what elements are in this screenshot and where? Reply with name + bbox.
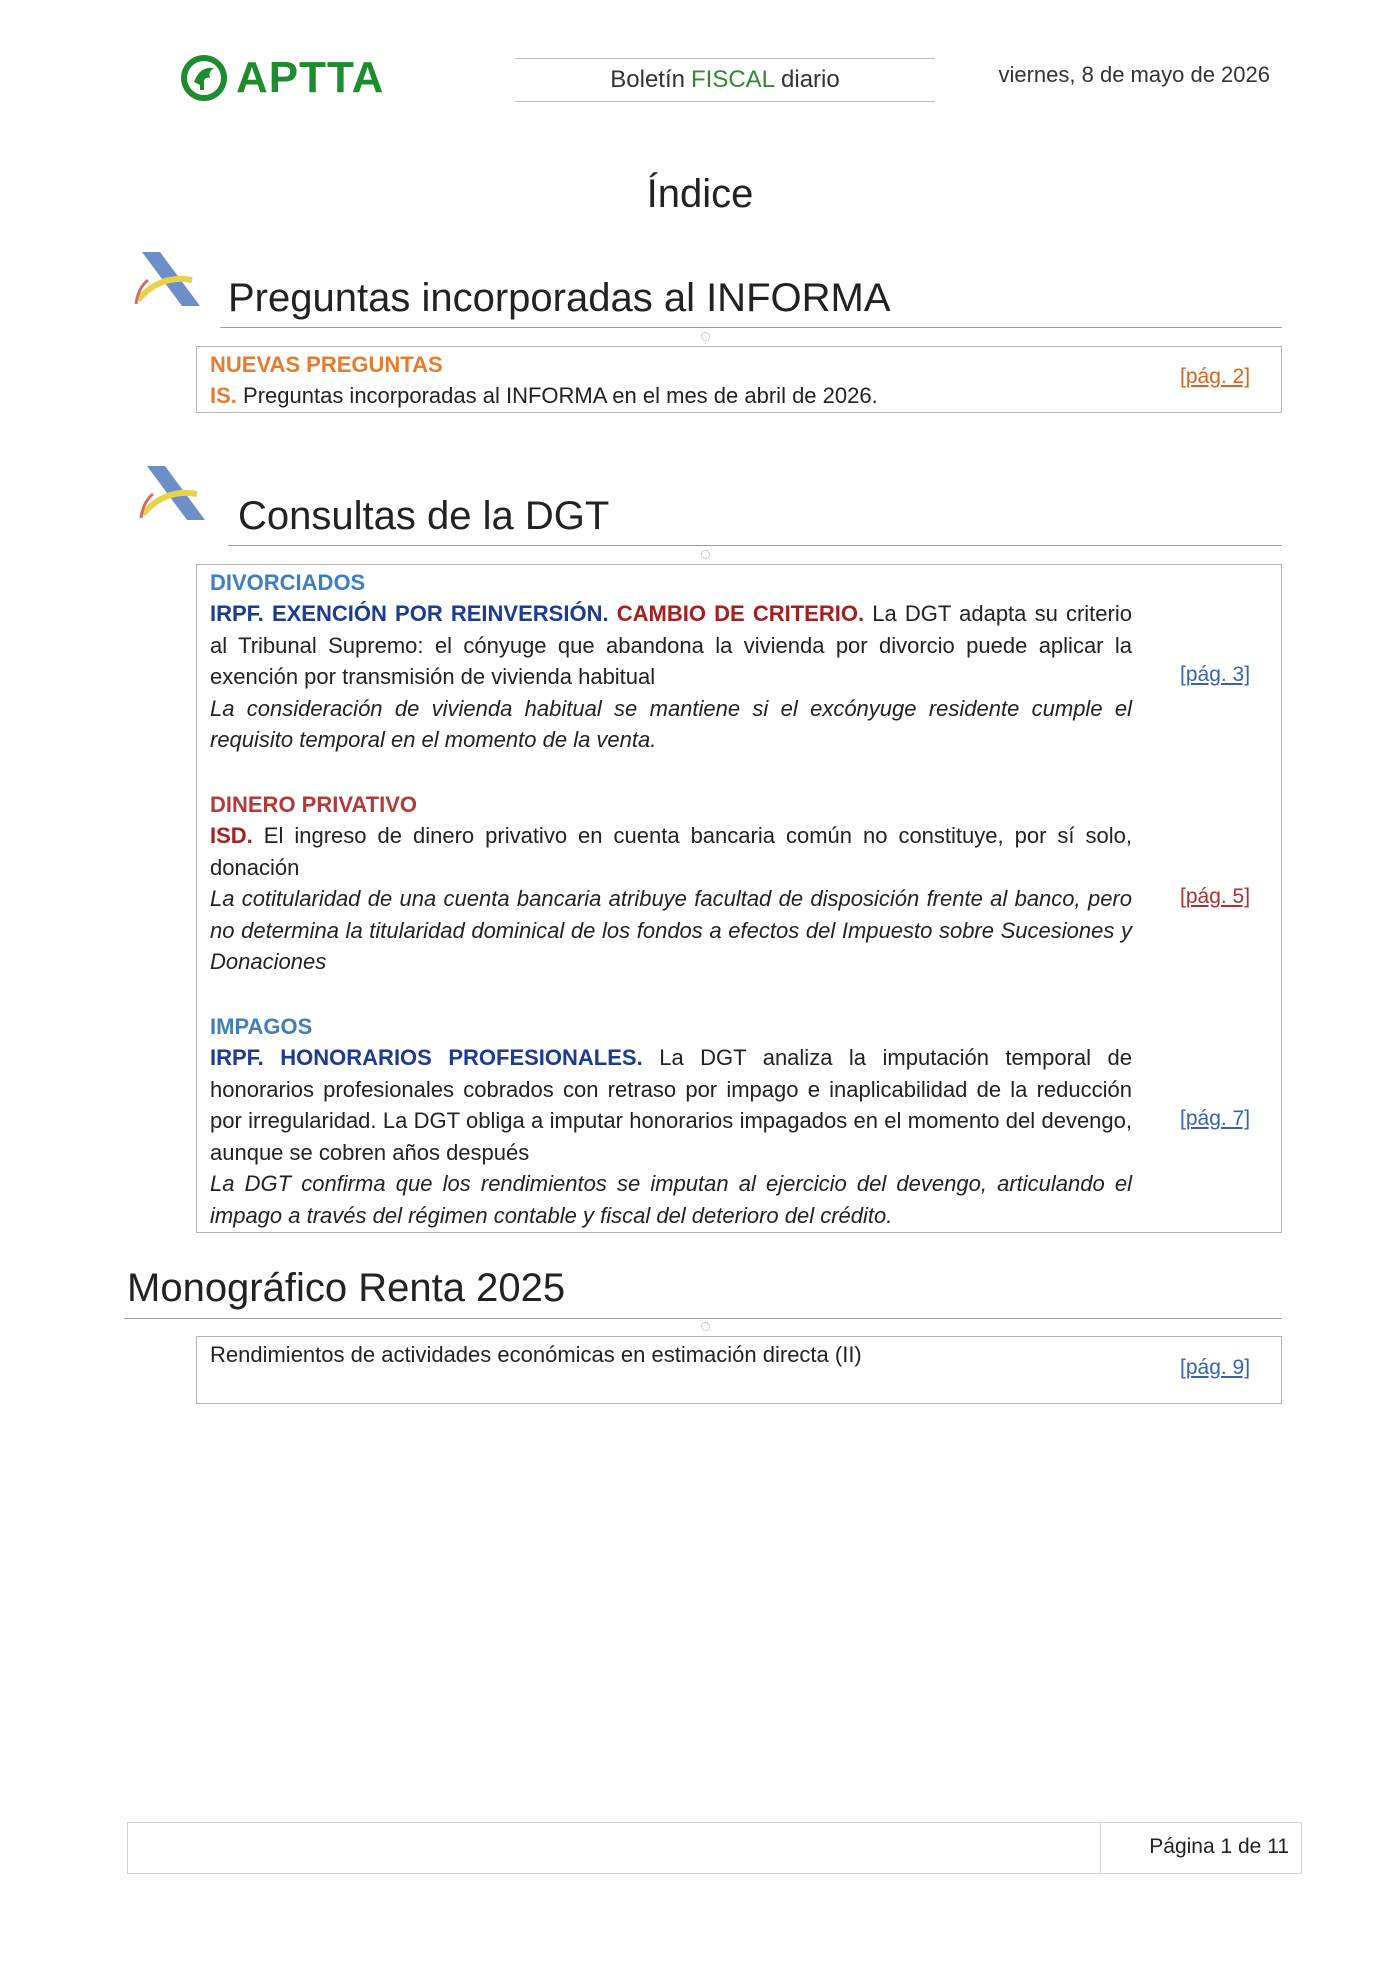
item-summary: La DGT confirma que los rendimientos se imputan al ejercicio del devengo, articulando el impago a través del régimen contable y fiscal del deterioro del crédito. [210, 1171, 1132, 1228]
bulletin-date: viernes, 8 de mayo de 2026 [998, 62, 1270, 87]
criteria-change-label: CAMBIO DE CRITERIO. [616, 601, 865, 626]
item-text: El ingreso de dinero privativo en cuenta bancaria común no constituye, por sí solo, donación [210, 823, 1132, 880]
aeat-logo-icon [130, 248, 210, 323]
section-divider [220, 327, 1282, 328]
item-summary: La consideración de vivienda habitual se mantiene si el excónyuge residente cumple el requisito temporal en el momento de la venta. [210, 695, 1132, 752]
tax-label: IRPF. EXENCIÓN POR REINVERSIÓN. [210, 601, 609, 626]
page-link[interactable]: [pág. 3] [1180, 663, 1251, 686]
bulletin-suffix: diario [781, 66, 840, 93]
tax-label: IS. [210, 383, 237, 408]
page-footer [127, 1822, 1302, 1874]
category-label: IMPAGOS [210, 1014, 313, 1039]
footer-separator [1100, 1823, 1101, 1873]
page-link[interactable]: [pág. 7] [1180, 1107, 1251, 1130]
section-title-informa: Preguntas incorporadas al INFORMA [228, 276, 891, 320]
page-link[interactable]: [pág. 9] [1180, 1356, 1251, 1379]
section-title-renta: Monográfico Renta 2025 [127, 1266, 566, 1310]
dgt-item [210, 1042, 1132, 1231]
anchor-dot [701, 550, 710, 559]
renta-item: Rendimientos de actividades económicas en estimación directa (II) [210, 1342, 862, 1367]
category-label: NUEVAS PREGUNTAS [210, 352, 443, 377]
item-text: La DGT analiza la imputación temporal de honorarios profesionales cobrados con retraso por impago e inaplicabilidad de la reducción por irregularidad. La DGT obliga a imputar honorarios impagados en el momento del devengo, aunque se cobren años después [210, 1045, 1132, 1165]
item-text: La DGT adapta su criterio al Tribunal Supremo: el cónyuge que abandona la vivienda por divorcio puede aplicar la exención por transmisión de vivienda habitual [210, 601, 1132, 689]
section-divider [124, 1318, 1282, 1319]
bulletin-prefix: Boletín [610, 66, 685, 93]
dgt-item [210, 598, 1132, 756]
page-number: Página 1 de 11 [1149, 1835, 1289, 1858]
page-link[interactable]: [pág. 5] [1180, 885, 1251, 908]
logo-text: APTTA [236, 53, 385, 102]
tax-label: ISD. [210, 823, 253, 848]
dgt-item [210, 820, 1132, 978]
aptta-logo [178, 52, 388, 104]
bulletin-title [515, 58, 935, 102]
section-divider [228, 545, 1282, 546]
aeat-logo-icon [135, 462, 215, 537]
bulletin-highlight: FISCAL [690, 66, 776, 93]
category-label: DINERO PRIVATIVO [210, 792, 417, 817]
anchor-dot [701, 1322, 710, 1331]
page-title: Índice [646, 172, 754, 216]
item-summary: La cotitularidad de una cuenta bancaria atribuye facultad de disposición frente al banco, pero no determina la titularidad dominical de los fondos a efectos del Impuesto sobre Sucesiones y Donaciones [210, 886, 1132, 974]
aptta-emblem-icon [178, 52, 230, 104]
informa-item [210, 380, 1130, 412]
category-label: DIVORCIADOS [210, 570, 366, 595]
section-title-dgt: Consultas de la DGT [238, 494, 610, 538]
page-link[interactable]: [pág. 2] [1180, 365, 1251, 388]
anchor-dot [701, 332, 710, 341]
item-text: Preguntas incorporadas al INFORMA en el mes de abril de 2026. [243, 383, 878, 408]
tax-label: IRPF. HONORARIOS PROFESIONALES. [210, 1045, 643, 1070]
